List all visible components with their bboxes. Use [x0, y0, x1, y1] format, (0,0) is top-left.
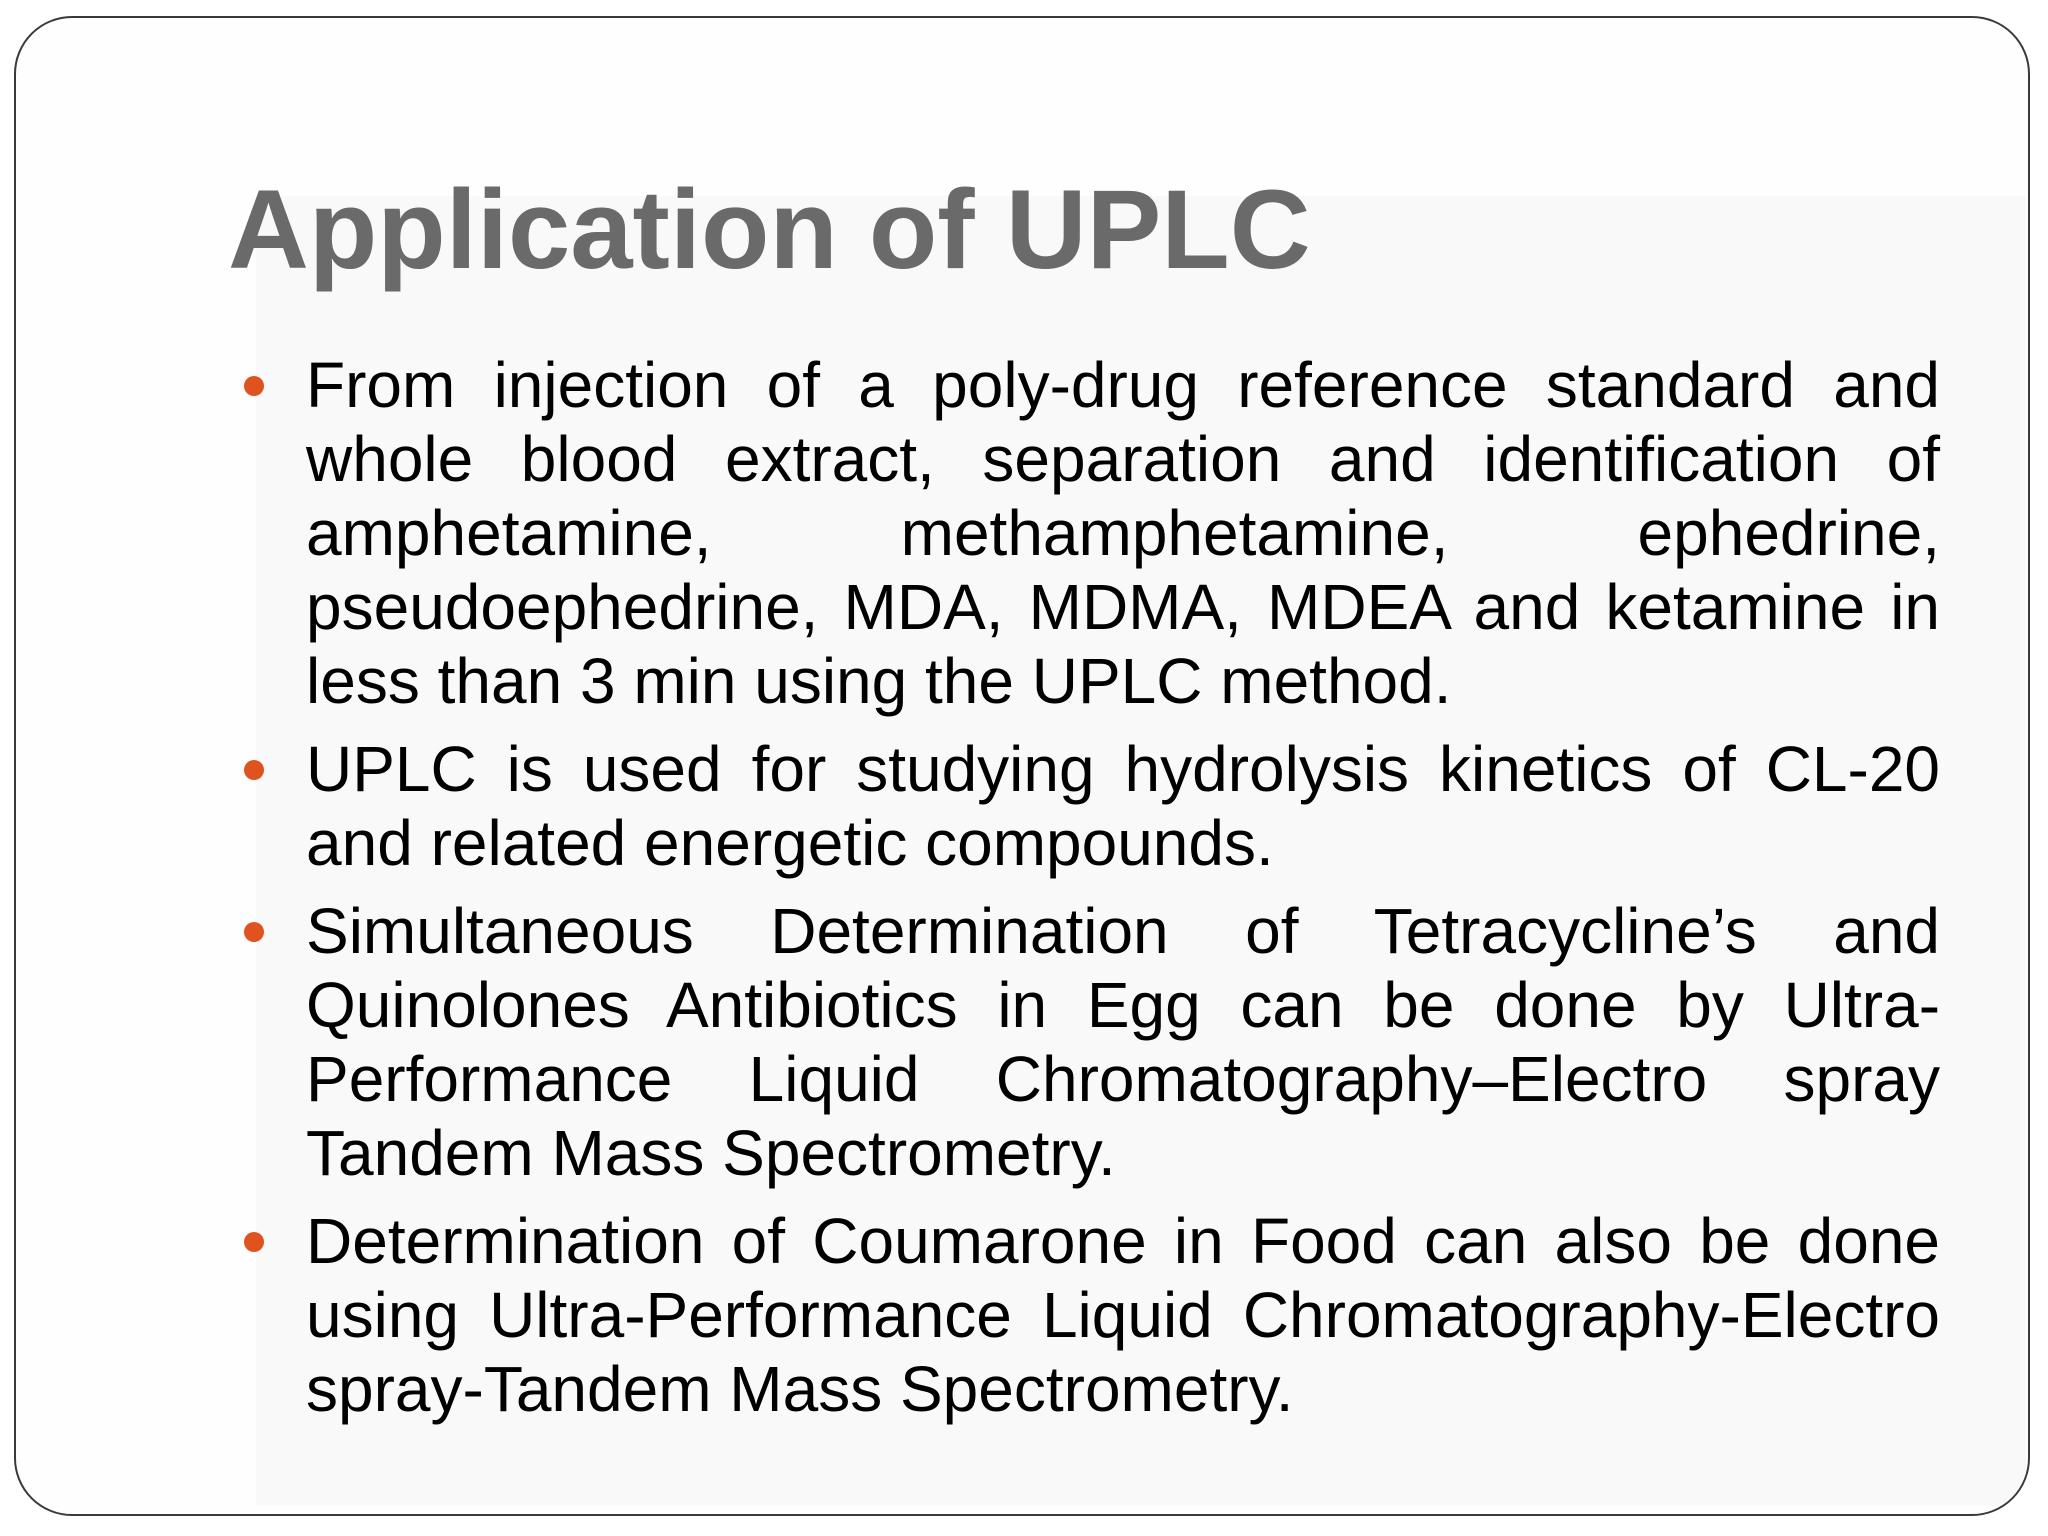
bullet-dot-icon	[244, 760, 264, 780]
slide-frame	[14, 16, 2030, 1516]
bullet-dot-icon	[244, 376, 264, 396]
bullet-text: From injection of a poly-drug reference standard and whole blood extract, separation and identification of amphetamine, methamphetamine, ephedrine, pseudoephedrine, MDA, MDMA, MDEA and ketamine in less than 3 min using the UPLC method.	[306, 349, 1940, 717]
bullet-dot-icon	[244, 1232, 264, 1252]
bullet-text: Determination of Coumarone in Food can also be done using Ultra-Performance Liquid Chromatography-Electro spray-Tandem Mass Spectrometry.	[306, 1205, 1940, 1425]
bullet-text: UPLC is used for studying hydrolysis kinetics of CL-20 and related energetic compounds.	[306, 733, 1940, 879]
bullet-item	[230, 894, 1940, 1190]
bullet-item	[230, 348, 1940, 718]
bullet-list	[230, 348, 1940, 1440]
bullet-text: Simultaneous Determination of Tetracycline’s and Quinolones Antibiotics in Egg can be done by Ultra-Performance Liquid Chromatography–Electro spray Tandem Mass Spectrometry.	[306, 895, 1940, 1189]
slide-title: Application of UPLC	[228, 167, 1311, 292]
bullet-dot-icon	[244, 922, 264, 942]
bullet-item	[230, 1204, 1940, 1426]
bullet-item	[230, 732, 1940, 880]
